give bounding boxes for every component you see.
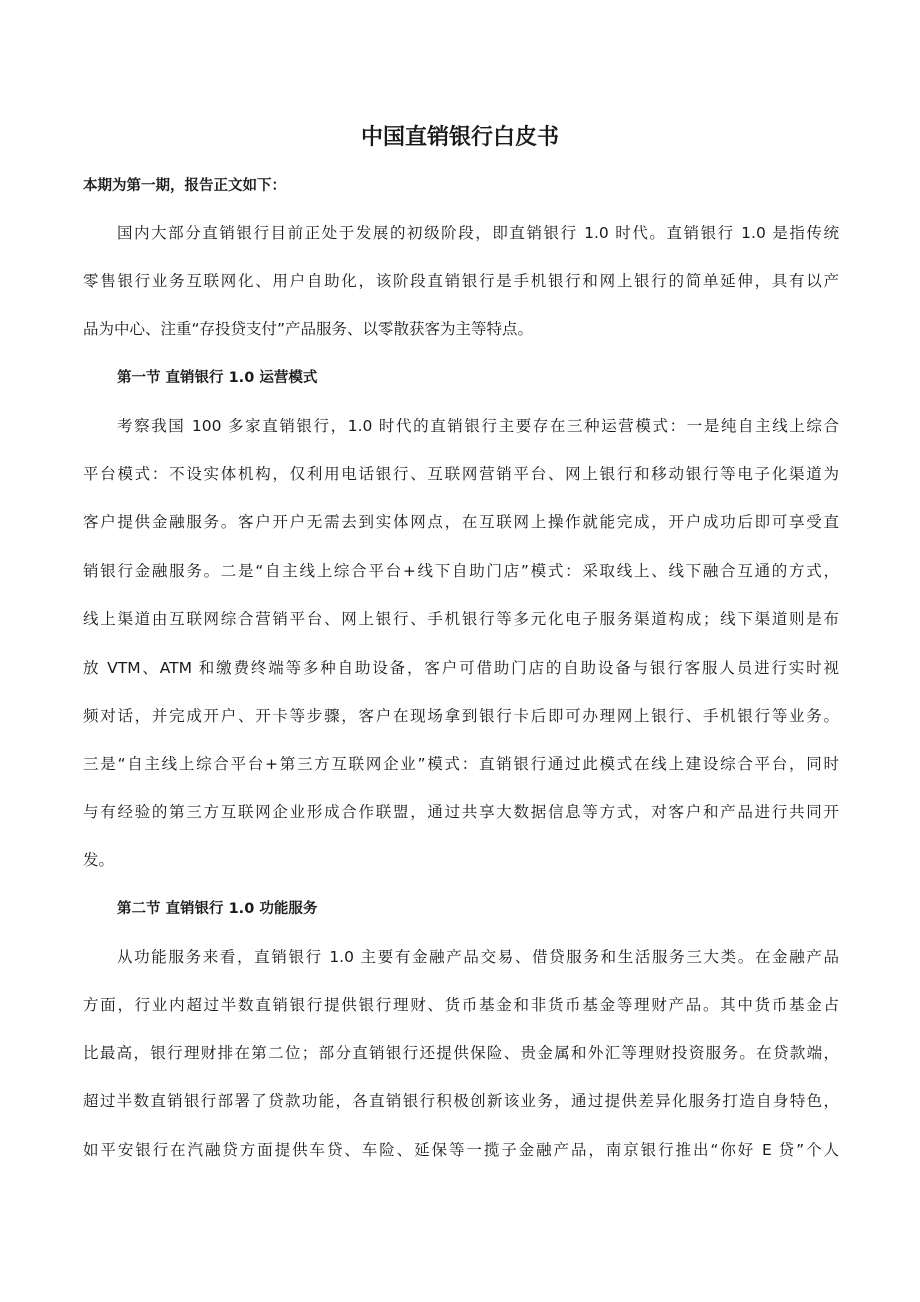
paragraph-line: 三是“自主线上综合平台+第三方互联网企业”模式：直销银行通过此模式在线上建设综合平台，同时 (83, 755, 839, 773)
paragraph-line: 销银行金融服务。二是“自主线上综合平台+线下自助门店”模式：采取线上、线下融合互通的方式， (83, 562, 839, 580)
paragraph-line: 放 VTM、ATM 和缴费终端等多种自助设备，客户可借助门店的自助设备与银行客服人员进行实时视 (83, 659, 839, 677)
paragraph-line: 方面，行业内超过半数直销银行提供银行理财、货币基金和非货币基金等理财产品。其中货币基金占 (83, 996, 839, 1014)
paragraph-line: 超过半数直销银行部署了贷款功能，各直销银行积极创新该业务，通过提供差异化服务打造自身特色， (83, 1092, 839, 1110)
paragraph-line: 考察我国 100 多家直销银行，1.0 时代的直销银行主要存在三种运营模式：一是纯自主线上综合 (117, 417, 839, 435)
paragraph-line: 品为中心、注重“存投贷支付”产品服务、以零散获客为主等特点。 (83, 320, 534, 338)
paragraph-line: 与有经验的第三方互联网企业形成合作联盟，通过共享大数据信息等方式，对客户和产品进行共同开 (83, 803, 839, 821)
paragraph-line: 比最高，银行理财排在第二位；部分直销银行还提供保险、贵金属和外汇等理财投资服务。在贷款端， (83, 1044, 839, 1062)
paragraph-line: 国内大部分直销银行目前正处于发展的初级阶段，即直销银行 1.0 时代。直销银行 1.0 是指传统 (117, 224, 839, 242)
paragraph-line: 频对话，并完成开户、开卡等步骤，客户在现场拿到银行卡后即可办理网上银行、手机银行等业务。 (83, 707, 839, 725)
section-heading: 第二节 直销银行 1.0 功能服务 (117, 901, 318, 917)
paragraph-line: 发。 (83, 851, 115, 869)
section-heading: 第一节 直销银行 1.0 运营模式 (117, 370, 318, 386)
document-title: 中国直销银行白皮书 (360, 125, 559, 150)
paragraph-line: 平台模式：不设实体机构，仅利用电话银行、互联网营销平台、网上银行和移动银行等电子化渠道为 (83, 465, 839, 483)
paragraph-line: 客户提供金融服务。客户开户无需去到实体网点，在互联网上操作就能完成，开户成功后即可享受直 (83, 513, 839, 531)
paragraph-line: 零售银行业务互联网化、用户自助化，该阶段直销银行是手机银行和网上银行的简单延伸，具有以产 (83, 272, 839, 290)
paragraph-line: 从功能服务来看，直销银行 1.0 主要有金融产品交易、借贷服务和生活服务三大类。在金融产品 (117, 948, 839, 966)
paragraph-line: 线上渠道由互联网综合营销平台、网上银行、手机银行等多元化电子服务渠道构成；线下渠道则是布 (83, 610, 839, 628)
paragraph-line: 如平安银行在汽融贷方面提供车贷、车险、延保等一揽子金融产品，南京银行推出“你好 E 贷”个人 (83, 1141, 839, 1159)
intro-text: 本期为第一期，报告正文如下： (83, 178, 286, 194)
